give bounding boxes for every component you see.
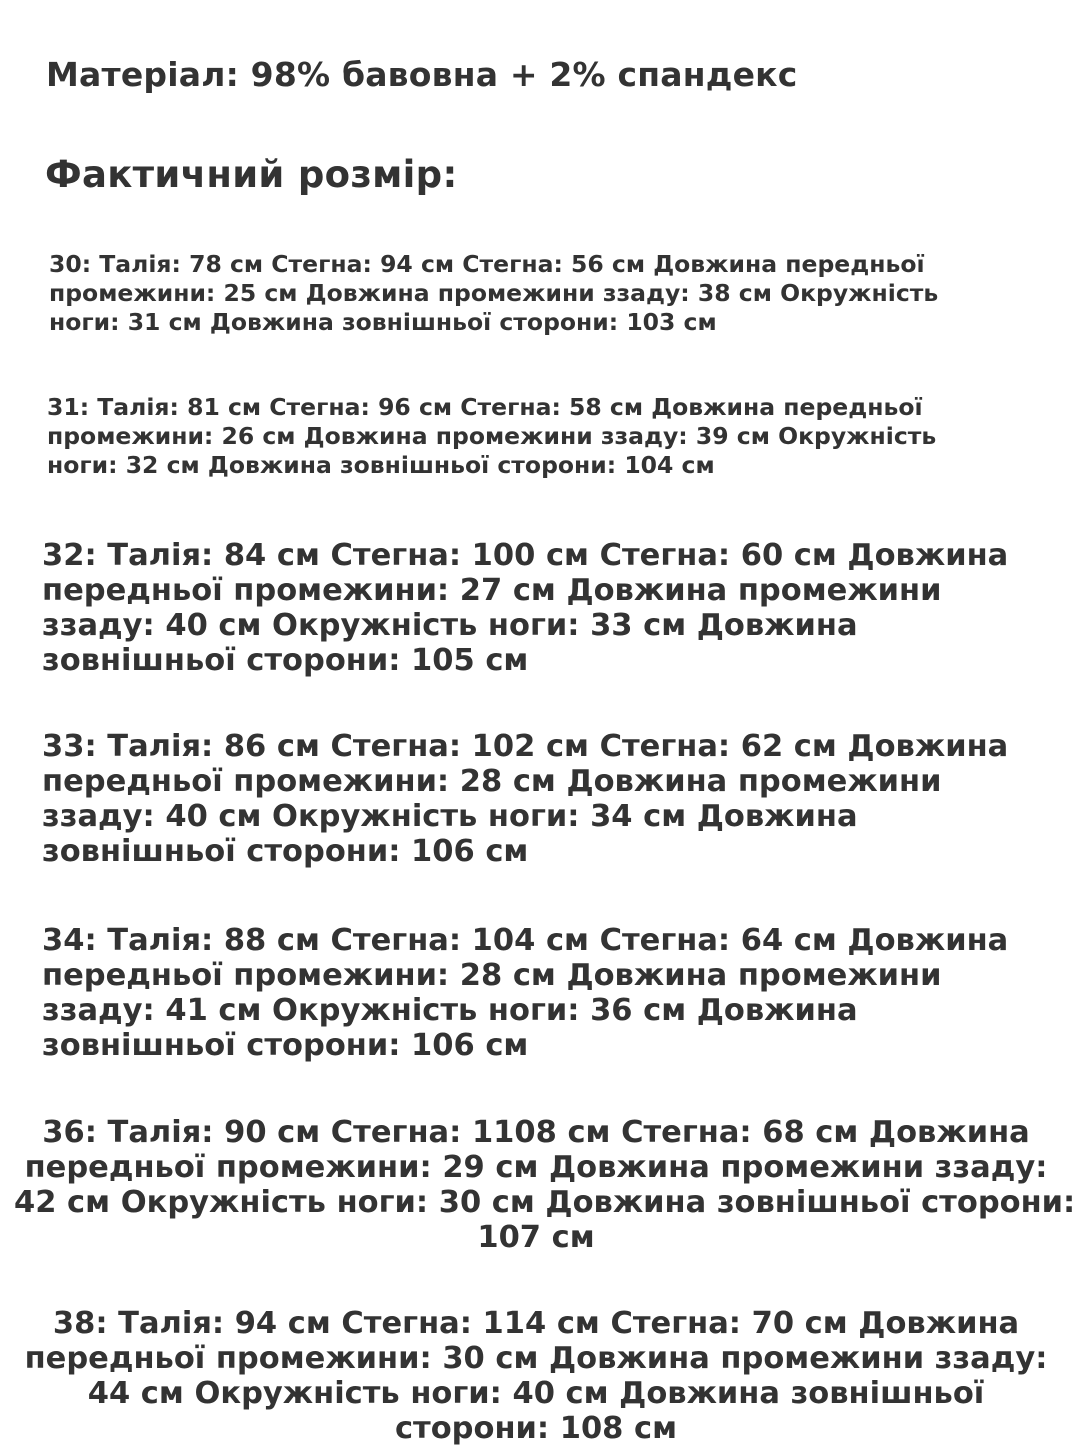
size-32-line-4: зовнішньої сторони: 105 см: [42, 643, 529, 678]
size-38-line-2: передньої промежини: 30 см Довжина промежини ззаду:: [24, 1341, 1048, 1376]
size-block-38: [14, 1306, 1058, 1446]
size-34-line-2: передньої промежини: 28 см Довжина промежини: [42, 958, 942, 993]
size-33-line-1: 33: Талія: 86 см Стегна: 102 см Стегна: 62 см Довжина: [42, 729, 1009, 764]
size-38-line-1: 38: Талія: 94 см Стегна: 114 см Стегна: 70 см Довжина: [52, 1306, 1020, 1341]
size-33-line-4: зовнішньої сторони: 106 см: [42, 834, 529, 869]
size-38-line-4: сторони: 108 см: [394, 1411, 678, 1446]
size-30-line-1: 30: Талія: 78 см Стегна: 94 см Стегна: 56 см Довжина передньої: [49, 250, 925, 278]
size-32-line-3: ззаду: 40 см Окружність ноги: 33 см Довжина: [42, 608, 858, 643]
size-36-line-2: передньої промежини: 29 см Довжина промежини ззаду:: [24, 1150, 1048, 1185]
size-32-line-2: передньої промежини: 27 см Довжина промежини: [42, 573, 942, 608]
material-info: Матеріал: 98% бавовна + 2% спандекс: [46, 55, 798, 94]
size-36-line-4: 107 см: [477, 1220, 595, 1255]
size-34-line-3: ззаду: 41 см Окружність ноги: 36 см Довжина: [42, 993, 858, 1028]
size-block-33: [42, 729, 1008, 869]
size-38-line-3: 44 см Окружність ноги: 40 см Довжина зовнішньої: [87, 1376, 985, 1411]
size-30-line-3: ноги: 31 см Довжина зовнішньої сторони: 103 см: [49, 308, 717, 336]
size-30-line-2: промежини: 25 см Довжина промежини ззаду: 38 см Окружність: [49, 279, 939, 307]
size-33-line-3: ззаду: 40 см Окружність ноги: 34 см Довжина: [42, 799, 858, 834]
size-36-line-3: 42 см Окружність ноги: 30 см Довжина зовнішньої сторони:: [14, 1185, 1076, 1220]
size-block-34: [42, 923, 1008, 1063]
size-31-line-1: 31: Талія: 81 см Стегна: 96 см Стегна: 58 см Довжина передньої: [47, 393, 923, 421]
size-34-line-1: 34: Талія: 88 см Стегна: 104 см Стегна: 64 см Довжина: [42, 923, 1009, 958]
size-32-line-1: 32: Талія: 84 см Стегна: 100 см Стегна: 60 см Довжина: [42, 538, 1009, 573]
size-block-36: [14, 1115, 1076, 1255]
size-36-line-1: 36: Талія: 90 см Стегна: 1108 см Стегна: 68 см Довжина: [42, 1115, 1030, 1150]
size-block-30: [49, 250, 938, 337]
size-33-line-2: передньої промежини: 28 см Довжина промежини: [42, 764, 942, 799]
size-31-line-3: ноги: 32 см Довжина зовнішньої сторони: 104 см: [47, 451, 715, 479]
size-block-32: [42, 538, 1008, 678]
size-block-31: [47, 393, 936, 480]
size-34-line-4: зовнішньої сторони: 106 см: [42, 1028, 529, 1063]
size-31-line-2: промежини: 26 см Довжина промежини ззаду: 39 см Окружність: [47, 422, 937, 450]
actual-size-heading: Фактичний розмір:: [45, 153, 458, 196]
